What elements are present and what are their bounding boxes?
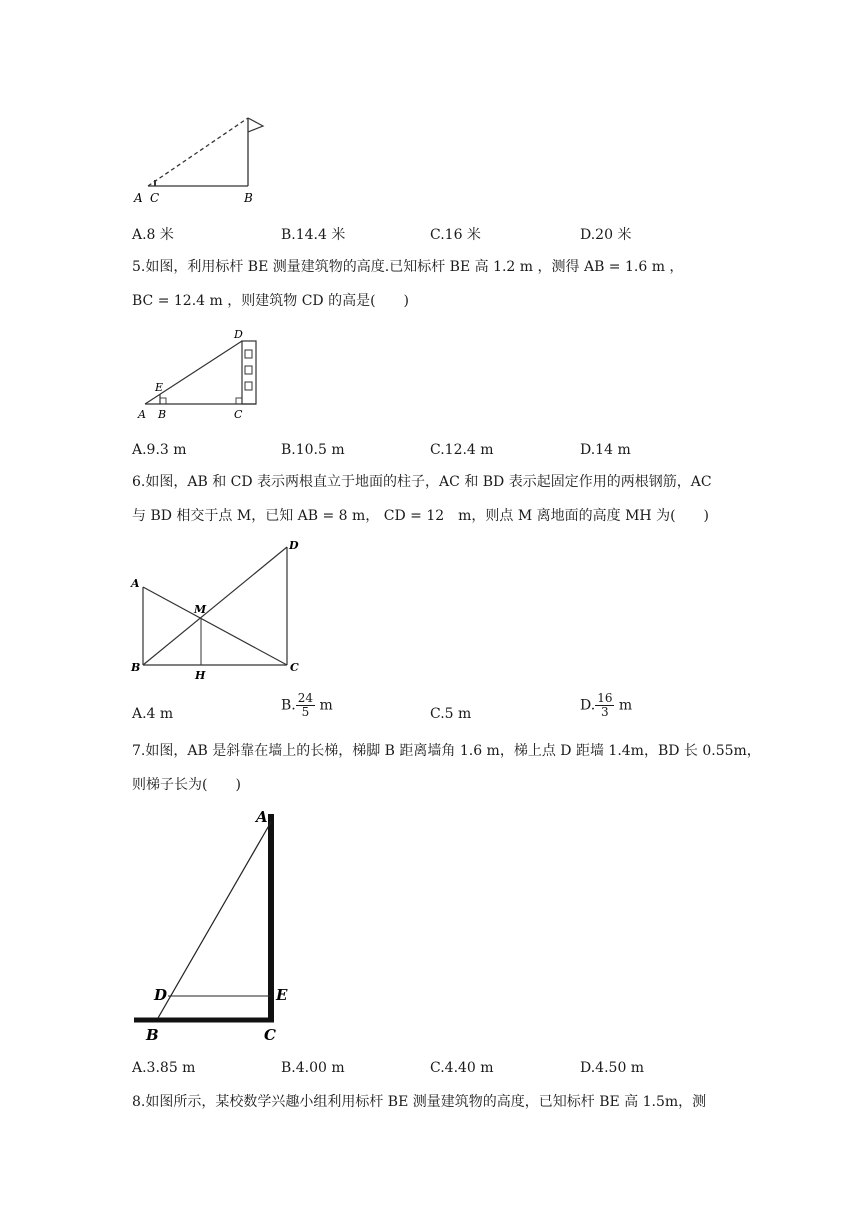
q5-label-e: E — [155, 381, 164, 394]
q5-option-c: C.12.4 m — [430, 442, 494, 458]
q6-option-b — [281, 692, 333, 719]
q4-option-a: A.8 米 — [132, 227, 174, 243]
q6-question-line1: 6.如图，AB 和 CD 表示两根直立于地面的柱子，AC 和 BD 表示起固定作用的两根钢筋，AC — [132, 474, 712, 490]
q7-label-d: D — [154, 986, 168, 1004]
q4-option-b: B.14.4 米 — [281, 227, 346, 243]
q4-label-b: B — [244, 191, 253, 205]
q6-option-d-prefix: D. — [580, 697, 596, 714]
q4-figure — [128, 110, 273, 210]
q6-option-d — [580, 692, 632, 719]
q7-label-e: E — [276, 986, 288, 1004]
q6-option-d-fraction — [595, 692, 614, 719]
q6-option-d-unit: m — [618, 697, 633, 714]
q5-option-b: B.10.5 m — [281, 442, 345, 458]
q7-figure — [130, 800, 310, 1050]
q7-option-a: A.3.85 m — [132, 1060, 196, 1076]
q6-option-a: A.4 m — [132, 706, 174, 722]
q4-label-a: A — [134, 191, 143, 205]
q4-label-c: C — [150, 191, 160, 205]
q7-question-line1: 7.如图，AB 是斜靠在墙上的长梯，梯脚 B 距离墙角 1.6 m，梯上点 D 距墙 1.4m，BD 长 0.55m， — [132, 743, 761, 759]
q5-question-line2: BC = 12.4 m ，则建筑物 CD 的高是( ) — [132, 293, 409, 309]
q6-option-b-unit: m — [319, 697, 333, 714]
q4-option-c: C.16 米 — [430, 227, 481, 243]
q5-option-d: D.14 m — [580, 442, 631, 458]
q5-option-a: A.9.3 m — [132, 442, 187, 458]
q6-label-c: C — [290, 661, 299, 674]
q5-label-d: D — [234, 328, 243, 341]
q8-question-line1: 8.如图所示，某校数学兴趣小组利用标杆 BE 测量建筑物的高度，已知标杆 BE 高 1.5m，测 — [132, 1094, 707, 1110]
q7-option-d: D.4.50 m — [580, 1060, 645, 1076]
q7-label-c: C — [264, 1026, 276, 1044]
q6-label-m: M — [194, 603, 207, 616]
q6-option-b-denominator: 5 — [301, 705, 310, 719]
q6-option-b-numerator: 24 — [297, 691, 314, 705]
q6-label-a: A — [131, 577, 140, 590]
q6-question-line2: 与 BD 相交于点 M，已知 AB = 8 m， CD = 12 m，则点 M 离地面的高度 MH 为( ) — [132, 508, 710, 524]
q6-option-c: C.5 m — [430, 706, 472, 722]
q7-option-b: B.4.00 m — [281, 1060, 345, 1076]
q5-figure — [130, 325, 265, 425]
q6-option-b-fraction — [296, 692, 315, 719]
q6-option-d-numerator: 16 — [597, 691, 613, 705]
q4-option-d: D.20 米 — [580, 227, 632, 243]
q5-label-b: B — [158, 408, 167, 421]
q6-label-d: D — [289, 539, 299, 552]
q5-label-a: A — [138, 408, 146, 421]
q5-label-c: C — [234, 408, 243, 421]
q7-label-b: B — [146, 1026, 159, 1044]
q6-figure — [125, 535, 305, 685]
q6-label-b: B — [131, 661, 141, 674]
q7-question-line2: 则梯子长为( ) — [132, 777, 241, 793]
q6-option-d-denominator: 3 — [601, 705, 609, 719]
q7-option-c: C.4.40 m — [430, 1060, 494, 1076]
q5-question-line1: 5.如图，利用标杆 BE 测量建筑物的高度.已知标杆 BE 高 1.2 m ，测得 AB = 1.6 m ， — [132, 259, 684, 275]
q6-label-h: H — [195, 669, 206, 682]
q7-label-a: A — [256, 808, 268, 826]
q6-option-b-prefix: B. — [281, 697, 296, 714]
